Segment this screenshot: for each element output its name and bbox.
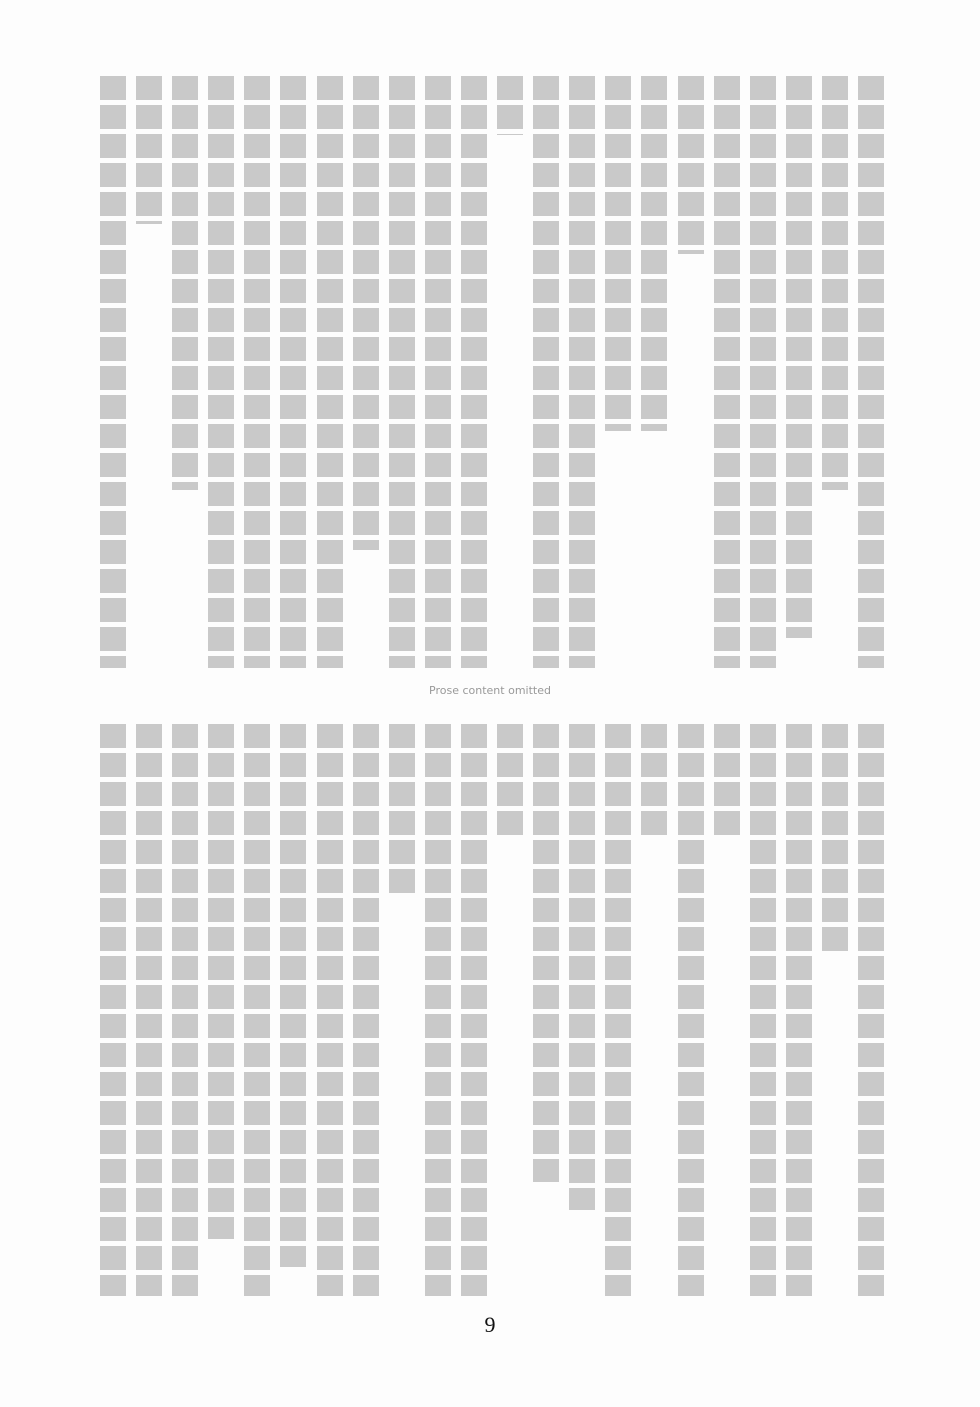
- redacted-text: [786, 76, 812, 638]
- redacted-text: [786, 724, 812, 1296]
- redacted-text: [100, 724, 126, 1296]
- redacted-text: [136, 724, 162, 1296]
- text-column: [858, 724, 884, 1296]
- redacted-text: [317, 724, 343, 1296]
- text-column: [244, 76, 270, 668]
- redacted-text: [750, 724, 776, 1296]
- redacted-text: [678, 76, 704, 254]
- text-column: [389, 76, 415, 668]
- redacted-text: [533, 76, 559, 668]
- redacted-text: [244, 76, 270, 668]
- redacted-text: [136, 76, 162, 224]
- redacted-text: [244, 724, 270, 1296]
- text-column: [461, 76, 487, 668]
- text-column: [858, 76, 884, 668]
- text-column: [533, 76, 559, 668]
- page-number: 9: [484, 1312, 496, 1337]
- redacted-text: [533, 724, 559, 1182]
- text-column: [136, 724, 162, 1296]
- text-column: [641, 724, 667, 838]
- redacted-text: [678, 724, 704, 1296]
- redacted-text: [461, 76, 487, 668]
- text-column: [100, 76, 126, 668]
- redacted-text: [822, 76, 848, 490]
- redacted-text: [858, 76, 884, 668]
- text-column: [786, 724, 812, 1296]
- text-block-top: [100, 76, 884, 668]
- text-column: [280, 724, 306, 1267]
- text-column: [425, 76, 451, 668]
- text-column: [244, 724, 270, 1296]
- redacted-text: [425, 724, 451, 1296]
- text-column: [822, 76, 848, 490]
- redacted-text: [569, 76, 595, 668]
- text-column: [100, 724, 126, 1296]
- redacted-text: [569, 724, 595, 1210]
- redacted-text: [822, 724, 848, 953]
- redacted-text: [389, 724, 415, 896]
- text-column: [786, 76, 812, 638]
- text-column: [641, 76, 667, 431]
- redacted-text: [497, 724, 523, 838]
- text-column: [317, 76, 343, 668]
- redacted-text: [208, 76, 234, 668]
- text-column: [497, 724, 523, 838]
- redacted-text: [858, 724, 884, 1296]
- text-column: [353, 76, 379, 550]
- redacted-text: [641, 76, 667, 431]
- text-column: [497, 76, 523, 135]
- redacted-text: [605, 724, 631, 1296]
- redacted-text: [425, 76, 451, 668]
- redacted-text: [208, 724, 234, 1239]
- text-column: [605, 724, 631, 1296]
- text-column: [208, 76, 234, 668]
- redaction-note: Prose content omitted: [429, 684, 551, 697]
- text-column: [172, 76, 198, 490]
- redacted-text: [317, 76, 343, 668]
- redacted-text: [280, 724, 306, 1267]
- redacted-text: [605, 76, 631, 431]
- text-column: [136, 76, 162, 224]
- text-column: [569, 76, 595, 668]
- text-column: [172, 724, 198, 1296]
- redacted-text: [750, 76, 776, 668]
- text-column: [461, 724, 487, 1296]
- redacted-text: [497, 76, 523, 135]
- text-column: [208, 724, 234, 1239]
- redacted-text: [353, 76, 379, 550]
- text-block-bottom: [100, 724, 884, 1296]
- text-column: [569, 724, 595, 1210]
- redacted-text: [353, 724, 379, 1296]
- text-column: [389, 724, 415, 896]
- redacted-text: [100, 76, 126, 668]
- text-column: [605, 76, 631, 431]
- text-column: [425, 724, 451, 1296]
- redacted-text: [714, 76, 740, 668]
- redacted-text: [172, 76, 198, 490]
- text-column: [750, 724, 776, 1296]
- text-column: [714, 76, 740, 668]
- text-column: [280, 76, 306, 668]
- redacted-text: [641, 724, 667, 838]
- text-column: [317, 724, 343, 1296]
- text-column: [750, 76, 776, 668]
- text-column: [678, 76, 704, 254]
- redacted-text: [714, 724, 740, 838]
- redacted-text: [172, 724, 198, 1296]
- text-column: [533, 724, 559, 1182]
- redacted-text: [280, 76, 306, 668]
- text-column: [822, 724, 848, 953]
- text-column: [678, 724, 704, 1296]
- text-column: [714, 724, 740, 838]
- redacted-text: [461, 724, 487, 1296]
- redacted-text: [389, 76, 415, 668]
- text-column: [353, 724, 379, 1296]
